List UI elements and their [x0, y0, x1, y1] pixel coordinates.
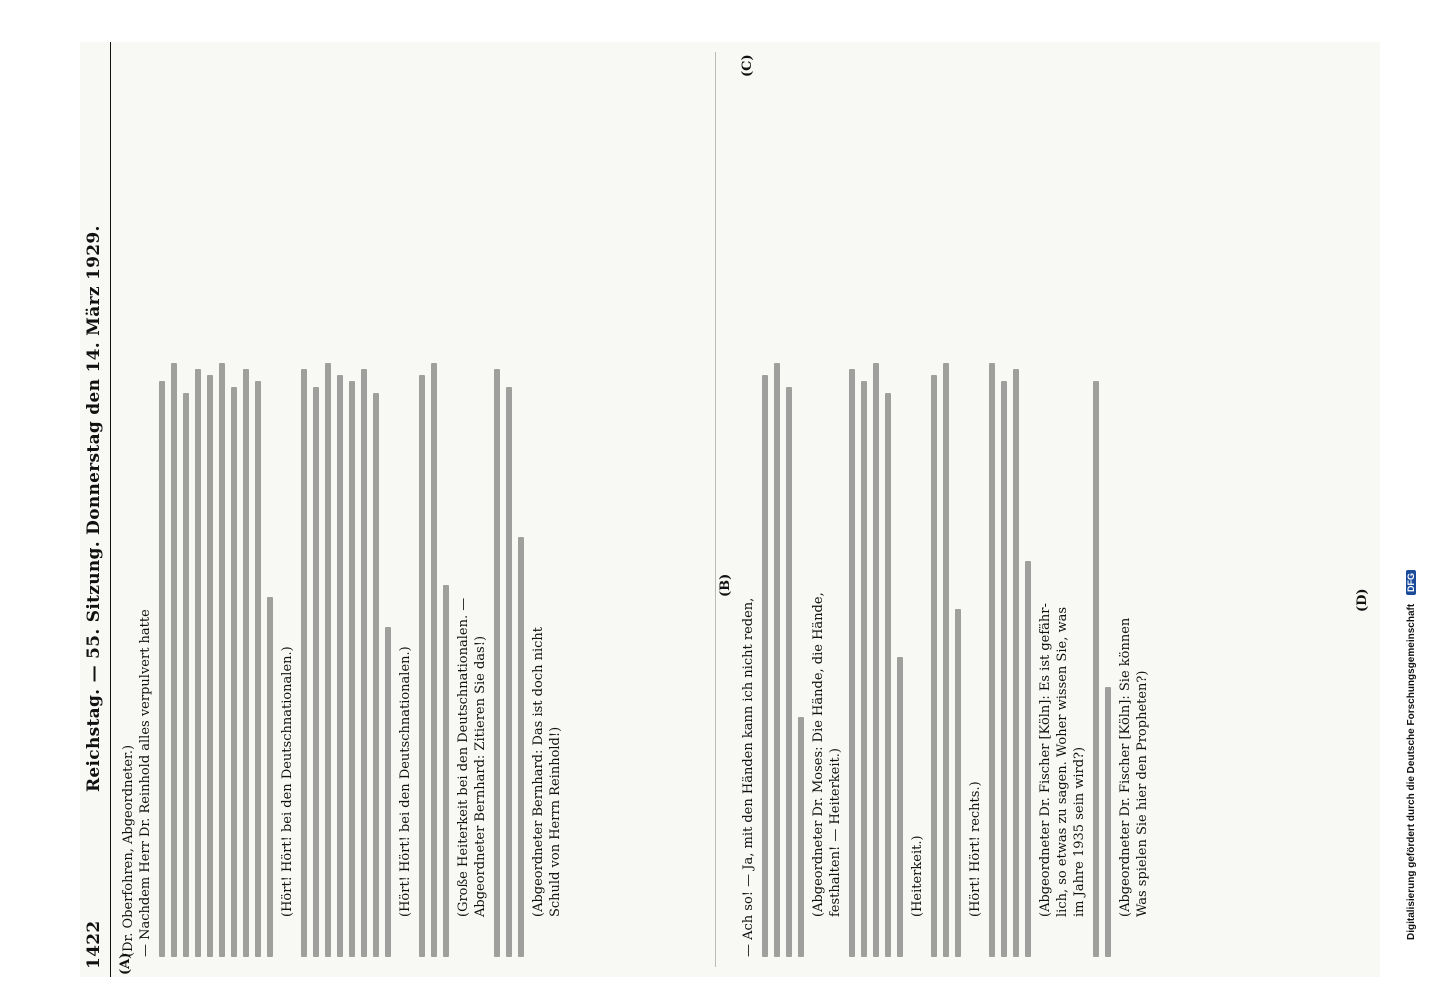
interjection-line: (Abgeordneter Dr. Fischer [Köln]: Es ist gefähr-: [1038, 603, 1053, 917]
scanned-page: [80, 42, 1380, 977]
interjection-line: Abgeordneter Bernhard: Zitieren Sie das!): [473, 635, 488, 917]
interjection-line: (Heiterkeit.): [910, 835, 925, 917]
speech-lines: [931, 357, 961, 957]
interjection-line: Was spielen Sie hier den Propheten?): [1135, 670, 1150, 917]
interjection-line: im Jahre 1935 sein wird?): [1072, 746, 1087, 917]
speech-lines: [762, 357, 804, 957]
interjection-line: (Hört! Hört! bei den Deutschnationalen.): [398, 646, 413, 917]
running-header: [80, 42, 111, 977]
text-line: — Ach so! — Ja, mit den Händen kann ich nicht reden,: [741, 597, 756, 957]
rotated-page-content: [80, 42, 1380, 977]
margin-mark-c: (C): [740, 54, 755, 77]
speech-lines: [1093, 357, 1111, 957]
margin-mark-a: (A): [118, 952, 133, 975]
page-number: 1422: [84, 920, 104, 969]
speech-lines: [989, 357, 1031, 957]
speech-lines: [849, 357, 903, 957]
interjection-line: lich, so etwas zu sagen. Woher wissen Sie, was: [1055, 606, 1070, 917]
speech-lines: [159, 357, 273, 957]
interjection-line: (Abgeordneter Dr. Fischer [Köln]: Sie können: [1118, 617, 1133, 917]
margin-mark-b: (B): [718, 573, 733, 597]
dfg-logo: DFG: [1406, 570, 1416, 595]
digitization-credit: [1406, 40, 1424, 940]
column-divider: [715, 52, 716, 967]
speaker-heading: (Dr. Oberfohren, Abgeordneter.): [121, 744, 136, 957]
running-title: Reichstag. — 55. Sitzung. Donnerstag den 14. März 1929.: [84, 225, 104, 792]
credit-text: Digitalisierung gefördert durch die Deutsche Forschungsgemeinschaft: [1406, 603, 1417, 940]
interjection-line: (Hört! Hört! bei den Deutschnationalen.): [280, 646, 295, 917]
interjection-line: Schuld von Herrn Reinhold!): [548, 726, 563, 917]
interjection-line: (Abgeordneter Dr. Moses: Die Hände, die Hände,: [811, 592, 826, 917]
right-column: [740, 357, 1190, 957]
speech-lines: [301, 357, 391, 957]
left-column: [120, 357, 570, 957]
interjection-line: (Hört! Hört! rechts.): [968, 781, 983, 917]
speech-lines: [419, 357, 449, 957]
speech-lines: [494, 357, 524, 957]
text-line: — Nachdem Herr Dr. Reinhold alles verpulvert hatte: [138, 609, 153, 957]
interjection-line: (Große Heiterkeit bei den Deutschnationalen. —: [456, 597, 471, 917]
interjection-line: festhalten! — Heiterkeit.): [828, 748, 843, 917]
margin-mark-d: (D): [1355, 588, 1370, 612]
interjection-line: (Abgeordneter Bernhard: Das ist doch nicht: [531, 627, 546, 917]
